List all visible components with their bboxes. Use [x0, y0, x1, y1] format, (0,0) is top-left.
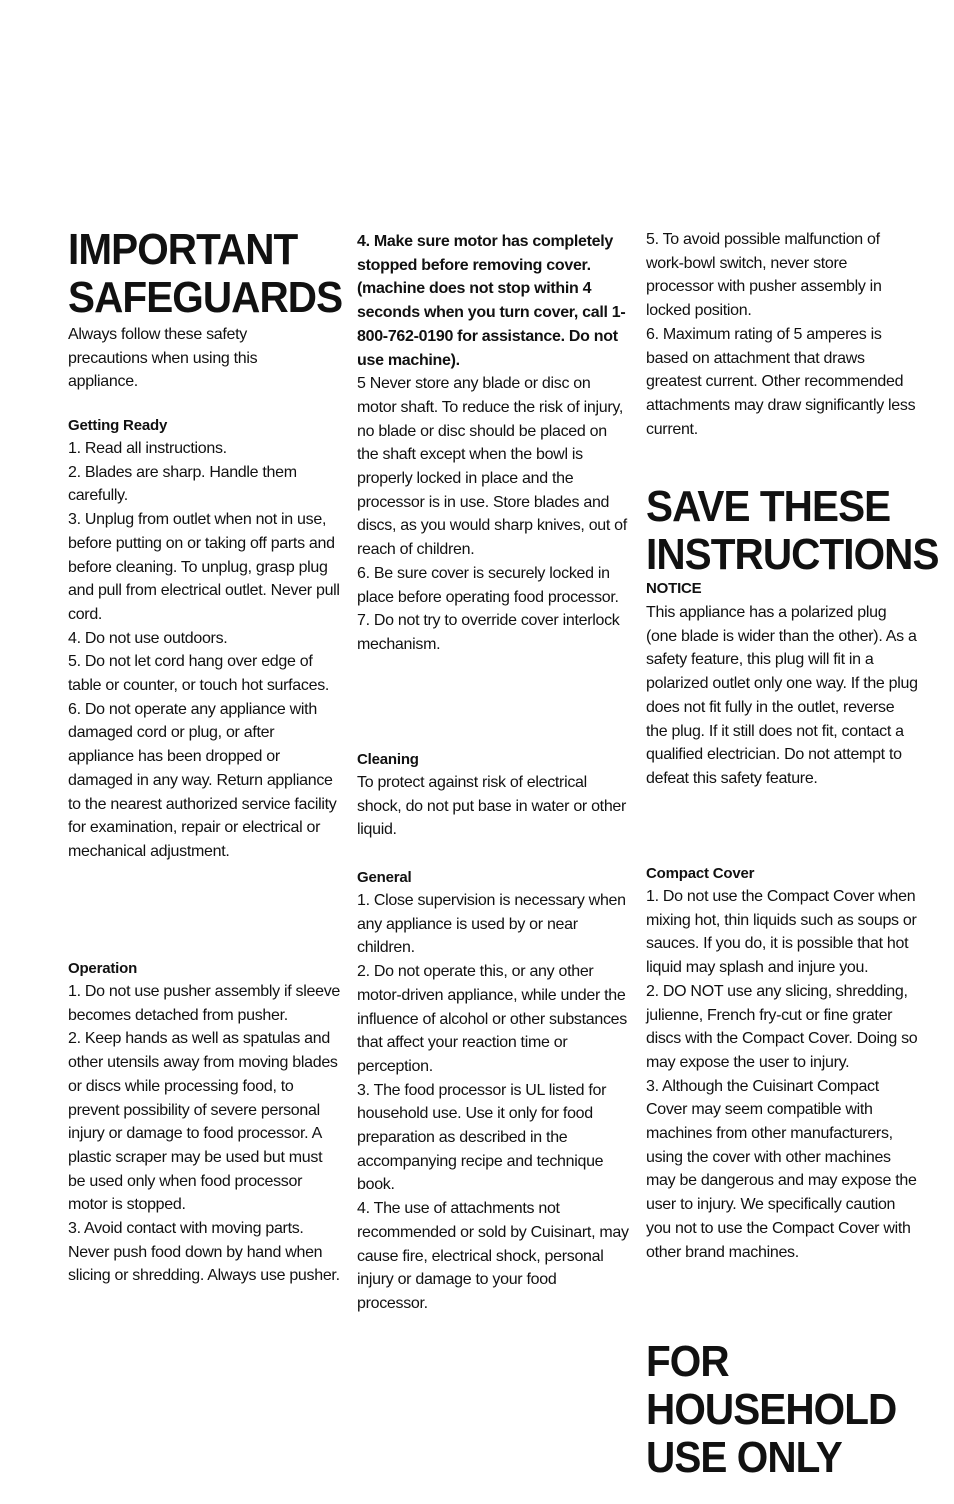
cleaning-text: To protect against risk of electrical shock, do not put base in water or other liquid. — [357, 774, 627, 839]
list-item: 3. The food processor is UL listed for household use. Use it only for food preparation as described in the accompanying recipe and technique book. — [357, 1081, 607, 1194]
list-item: 2. Blades are sharp. Handle them carefully. — [68, 463, 297, 505]
notice-text: This appliance has a polarized plug (one blade is wider than the other). As a safety feature, this plug will fit in a polarized outlet only one way. If the plug does not fit fully in the outlet, reverse the plug. If it still does not fit, contact a qualified electrician. Do not attempt to defeat this safety feature. — [646, 604, 918, 787]
list-item: 3. Avoid contact with moving parts. Never push food down by hand when slicing or shredding. Always use pusher. — [68, 1220, 340, 1285]
list-item: 5 Never store any blade or disc on motor shaft. To reduce the risk of injury, no blade or disc should be placed on the shaft except when the bowl is properly locked in place and the processor is in use. Store blades and discs, as you would sharp knives, out of reach of children. — [357, 375, 627, 559]
operation-heading: Operation — [68, 960, 138, 977]
list-item: 2. DO NOT use any slicing, shredding, julienne, French fry-cut or fine grater discs with the Compact Cover. Doing so may expose the user to injury. — [646, 982, 918, 1071]
general-list — [357, 889, 629, 1316]
list-item: 6. Do not operate any appliance with damaged cord or plug, or after appliance has been dropped or damaged in any way. Return appliance to the nearest authorized service facility for examination, repair or electrical or mechanical adjustment. — [68, 700, 337, 860]
household-use-heading: FOR HOUSEHOLD USE ONLY — [646, 1337, 897, 1482]
general-heading: General — [357, 869, 412, 886]
compact-cover-heading: Compact Cover — [646, 865, 755, 882]
list-item: 2. Keep hands as well as spatulas and other utensils away from moving blades or discs while processing food, to prevent possibility of severe personal injury or damage to food processor. A plastic scraper may be used but must be used only when food processor motor is stopped. — [68, 1030, 338, 1214]
list-item: 5. To avoid possible malfunction of work-bowl switch, never store processor with pusher assembly in locked position. — [646, 231, 882, 320]
list-item: 7. Do not try to override cover interlock mechanism. — [357, 612, 620, 653]
list-item: 1. Read all instructions. — [68, 440, 227, 457]
list-item: 1. Do not use the Compact Cover when mixing hot, thin liquids such as soups or sauces. If you do, it is possible that hot liquid may splash and injure you. — [646, 888, 917, 977]
important-safeguards-heading: IMPORTANT SAFEGUARDS — [68, 225, 343, 322]
operation-list-continued — [357, 230, 629, 657]
list-item: 4. Do not use outdoors. — [68, 629, 228, 647]
compact-cover-list — [646, 885, 918, 1264]
list-item: 6. Be sure cover is securely locked in place before operating food processor. — [357, 564, 619, 606]
list-item: 1. Do not use pusher assembly if sleeve becomes detached from pusher. — [68, 983, 341, 1024]
list-item: 4. Make sure motor has completely stopped before removing cover. (machine does not stop within 4 seconds when you turn cover, call 1-800-762-0190 for assistance. Do not use machine). — [357, 233, 626, 369]
notice-heading: NOTICE — [646, 580, 702, 597]
operation-list — [68, 980, 340, 1288]
list-item: 1. Close supervision is necessary when any appliance is used by or near children. — [357, 892, 626, 957]
cleaning-heading: Cleaning — [357, 751, 419, 768]
general-list-continued — [646, 228, 918, 441]
list-item: 5. Do not let cord hang over edge of table or counter, or touch hot surfaces. — [68, 653, 330, 695]
intro-text: Always follow these safety precautions when using this appliance. — [68, 326, 258, 391]
save-instructions-heading: SAVE THESE INSTRUCTIONS — [646, 482, 939, 579]
getting-ready-heading: Getting Ready — [68, 417, 168, 434]
list-item: 2. Do not operate this, or any other motor-driven appliance, while under the influence of alcohol or other substances that affect your reaction time or perception. — [357, 963, 627, 1075]
list-item: 6. Maximum rating of 5 amperes is based on attachment that draws greatest current. Other recommended attachments may draw significantly less current. — [646, 325, 916, 438]
list-item: 3. Although the Cuisinart Compact Cover may seem compatible with machines from other manufacturers, using the cover with other machines may be dangerous and may expose the user to injury. We specifically caution you not to use the Compact Cover with other brand machines. — [646, 1077, 917, 1261]
getting-ready-list — [68, 437, 340, 864]
list-item: 3. Unplug from outlet when not in use, before putting on or taking off parts and before cleaning. To unplug, grasp plug and pull from electrical outlet. Never pull cord. — [68, 511, 340, 623]
list-item: 4. The use of attachments not recommended or sold by Cuisinart, may cause fire, electrical shock, personal injury or damage to your food processor. — [357, 1200, 629, 1312]
